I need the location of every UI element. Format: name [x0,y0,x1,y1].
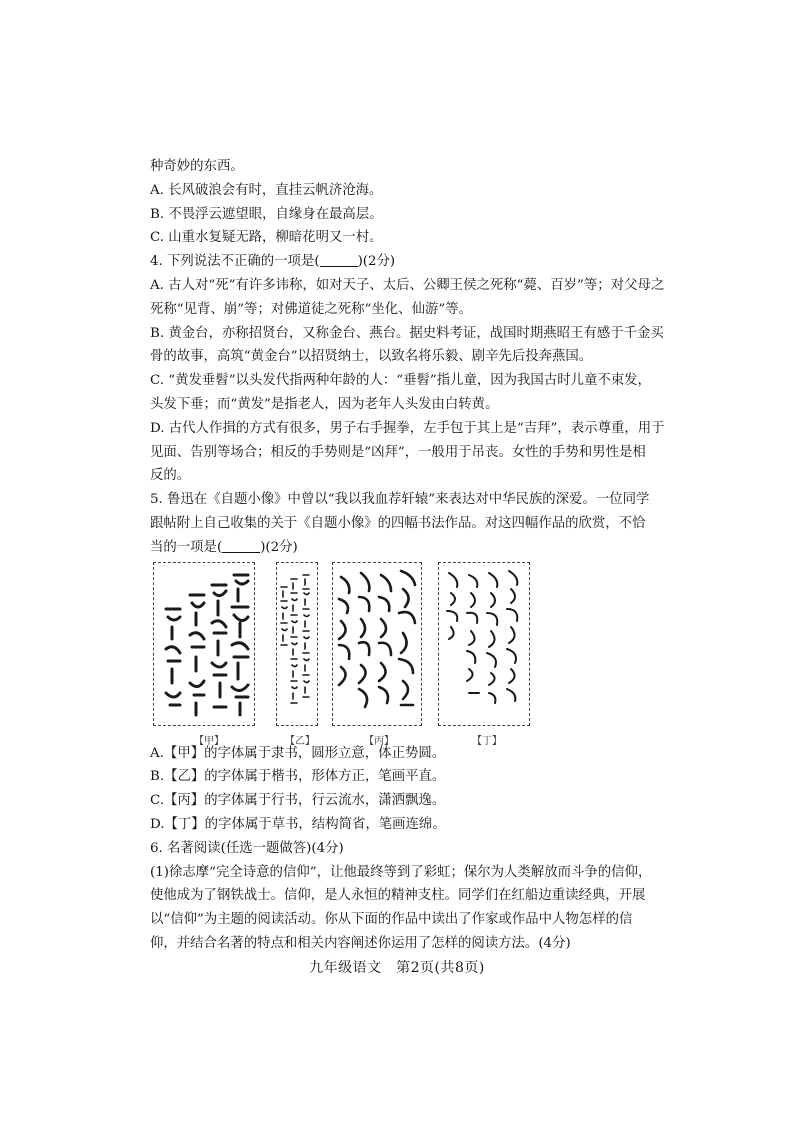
continued-text: 种奇妙的东西。 [150,159,244,174]
caption-jia: 【甲】 [194,735,224,747]
q3-option-a: A. 长风破浪会有时，直挂云帆济沧海。 [150,182,383,198]
q4-option-d-line2: 见面、告别等场合；相反的手势则是“凶拜”，一般用于吊丧。女性的手势和男性是相 [150,444,646,460]
caption-bing: 【丙】 [364,735,394,747]
caption-ding: 【丁】 [472,735,502,747]
q3-option-b: B. 不畏浮云遮望眼，自缘身在最高层。 [150,206,383,222]
q6-body-line2: 使他成为了钢铁战士。信仰，是人永恒的精神支柱。同学们在红船边重读经典，开展 [150,888,646,904]
answer-blank [320,252,358,267]
q5-stem-score: )(2分) [260,539,298,555]
q5-stem-text: 当的一项是( [150,539,223,555]
q4-option-a-line1: A. 古人对“死”有许多讳称，如对天子、太后、公卿王侯之死称“薨、百岁”等；对父母之 [150,277,665,293]
calligraphy-ding-image [438,562,530,726]
page-footer: 九年级语文 第2页(共8页) [309,960,485,976]
calligraphy-jia-strokes [154,563,254,725]
exam-page [150,155,670,956]
q4-stem-score: )(2分) [357,254,396,270]
q4-option-a-line2: 死称“见背、崩”等；对佛道徒之死称“坐化、仙游”等。 [150,301,472,317]
q5-option-c: C.【丙】的字体属于行书，行云流水，潇洒飘逸。 [150,793,446,809]
q5-stem-line1: 5. 鲁迅在《自题小像》中曾以“我以我血荐轩辕”来表达对中华民族的深爱。一位同学 [150,492,650,508]
q4-stem [150,250,670,274]
q4-stem-text: 4. 下列说法不正确的一项是( [150,254,320,270]
q5-stem-line3 [150,536,670,560]
calligraphy-ding-strokes [439,563,529,725]
q4-option-c-line2: 头发下垂；而“黄发”是指老人，因为老年人头发由白转黄。 [150,396,499,412]
q4-option-c-line1: C. “黄发垂髫”以头发代指两种年龄的人：“垂髫”指儿童，因为我国古时儿童不束发， [150,373,651,389]
q5-option-d: D.【丁】的字体属于草书，结构简省，笔画连绵。 [150,816,446,832]
answer-blank [222,538,260,553]
q4-option-b-line1: B. 黄金台，亦称招贤台，又称金台、燕台。据史料考证，战国时期燕昭王有感于千金买 [150,325,664,341]
calligraphy-works [150,562,670,747]
q5-option-a: A.【甲】的字体属于隶书，圆形立意，体正势圆。 [150,745,446,761]
q6-body-line4: 仰，并结合名著的特点和相关内容阐述你运用了怎样的阅读方法。(4分) [150,935,571,951]
q3-option-c: C. 山重水复疑无路，柳暗花明又一村。 [150,230,383,246]
caption-yi: 【乙】 [285,735,315,747]
q6-body-line1: (1)徐志摩“完全诗意的信仰”，让他最终等到了彩虹；保尔为人类解放而斗争的信仰， [150,864,652,880]
calligraphy-bing-strokes [333,563,421,725]
q5-stem-line2: 跟帖附上自己收集的关于《自题小像》的四幅书法作品。对这四幅作品的欣赏，不恰 [150,515,646,531]
q5-option-b: B.【乙】的字体属于楷书，形体方正，笔画平直。 [150,769,446,785]
q6-title: 6. 名著阅读(任选一题做答)(4分) [150,840,344,856]
q4-option-d-line1: D. 古代人作揖的方式有很多，男子右手握拳，左手包于其上是“吉拜”，表示尊重，用于 [150,420,665,436]
q6-body-line3: 以“信仰”为主题的阅读活动。你从下面的作品中读出了作家或作品中人物怎样的信 [150,912,633,928]
calligraphy-yi-strokes [277,563,317,725]
calligraphy-jia-image [153,562,255,726]
calligraphy-yi-image [276,562,318,726]
q4-option-b-line2: 骨的故事，高筑“黄金台”以招贤纳士，以致名将乐毅、剧辛先后投奔燕国。 [150,349,593,365]
calligraphy-bing-image [332,562,422,726]
q4-option-d-line3: 反的。 [150,468,191,484]
